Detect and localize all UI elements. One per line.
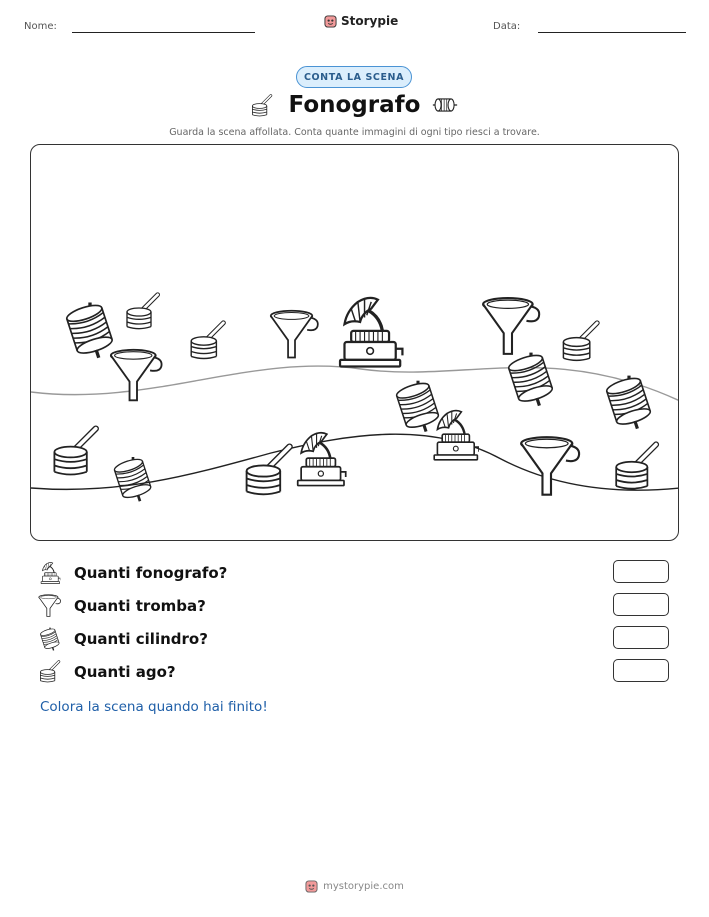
answer-box-phonograph[interactable] bbox=[613, 560, 669, 583]
cylinder-icon bbox=[432, 94, 458, 116]
storypie-mascot-icon bbox=[324, 15, 337, 28]
phonograph-figure bbox=[340, 298, 402, 367]
phonograph-figure bbox=[434, 411, 479, 460]
section-badge: CONTA LA SCENA bbox=[296, 66, 412, 88]
funnel-figure bbox=[271, 311, 318, 358]
question-label: Quanti tromba? bbox=[74, 597, 206, 615]
cylinder-figure bbox=[395, 380, 442, 436]
funnel-figure bbox=[483, 298, 539, 354]
cylinder-figure bbox=[605, 375, 654, 434]
brand-logo bbox=[324, 14, 398, 28]
question-label: Quanti ago? bbox=[74, 663, 176, 681]
counting-scene bbox=[30, 144, 679, 541]
question-row-needle bbox=[38, 659, 678, 685]
needle-figure bbox=[563, 323, 597, 360]
cylinder-icon bbox=[38, 627, 62, 651]
needle-figure bbox=[54, 429, 95, 475]
footer bbox=[0, 880, 709, 893]
question-label: Quanti fonografo? bbox=[74, 564, 228, 582]
funnel-horn-icon bbox=[38, 594, 62, 618]
page-title: Fonografo bbox=[288, 92, 421, 118]
coloring-instruction: Colora la scena quando hai finito! bbox=[40, 699, 268, 715]
answer-box-cylinder[interactable] bbox=[613, 626, 669, 649]
funnel-figure bbox=[521, 437, 579, 495]
answer-box-needle[interactable] bbox=[613, 659, 669, 682]
needle-figure bbox=[127, 295, 158, 329]
cylinder-figure bbox=[65, 302, 116, 363]
answer-box-funnel[interactable] bbox=[613, 593, 669, 616]
phonograph-figure bbox=[298, 433, 346, 486]
cylinder-figure bbox=[507, 352, 556, 411]
question-label: Quanti cilindro? bbox=[74, 630, 208, 648]
phonograph-icon bbox=[38, 561, 62, 585]
cylinder-figure bbox=[113, 457, 154, 506]
brand-name: Storypie bbox=[341, 14, 399, 28]
instructions-subtitle: Guarda la scena affollata. Conta quante immagini di ogni tipo riesci a trovare. bbox=[169, 127, 540, 138]
question-row-funnel bbox=[38, 593, 678, 619]
needle-figure bbox=[616, 444, 656, 488]
footer-url[interactable]: mystorypie.com bbox=[323, 881, 404, 892]
date-label: Data: bbox=[493, 21, 521, 32]
question-row-cylinder bbox=[38, 626, 678, 652]
name-label: Nome: bbox=[24, 21, 57, 32]
storypie-mascot-icon bbox=[305, 880, 318, 893]
question-row-phonograph bbox=[38, 560, 678, 586]
needle-figure bbox=[191, 323, 223, 359]
needle-icon bbox=[38, 660, 62, 684]
name-line[interactable] bbox=[72, 32, 255, 33]
date-line[interactable] bbox=[538, 32, 686, 33]
